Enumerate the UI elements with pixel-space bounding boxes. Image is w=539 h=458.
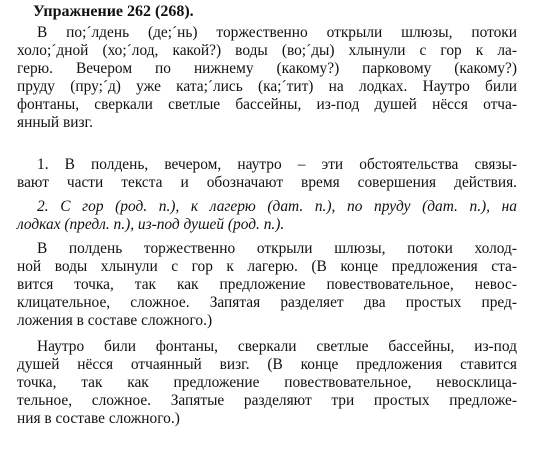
answer-1-line-2: вают части текста и обозначают время совершения действия.	[17, 174, 517, 191]
paragraph-4-line-5: ния в составе сложного.)	[17, 410, 180, 427]
paragraph-3-line-1: В полдень торжественно открыли шлюзы, потоки холод-	[37, 240, 517, 257]
answer-2-line-2: лодках (предл. п.), из-под душей (род. п.).	[17, 216, 285, 233]
exercise-line-1: В по;´лдень (де;´нь) торжественно открыли шлюзы, потоки	[37, 24, 517, 41]
exercise-line-2: холо;´дной (хо;´лод, какой?) воды (во;´ды) хлынули с гор к ла-	[17, 42, 517, 59]
exercise-title: Упражнение 262 (268).	[33, 3, 194, 20]
answer-1-line-1: 1. В полдень, вечером, наутро – эти обстоятельства связы-	[37, 156, 517, 173]
paragraph-3-line-2: ной воды хлынули с гор к лагерю. (В конце предложения ста-	[17, 258, 517, 275]
exercise-line-3: герю. Вечером по нижнему (какому?) парковому (какому?)	[17, 60, 517, 77]
paragraph-3-line-5: ложения в составе сложного.)	[17, 312, 213, 329]
exercise-line-4: пруду (пру;´д) уже ката;´лись (ка;´тит) на лодках. Наутро били	[17, 78, 517, 95]
exercise-line-6: янный визг.	[17, 114, 93, 131]
paragraph-3-line-3: вится точка, так как предложение повествовательное, невос-	[17, 276, 517, 293]
paragraph-3-line-4: клицательное, сложное. Запятая разделяет два простых пред-	[17, 294, 517, 311]
answer-2-line-1: 2. С гор (род. п.), к лагерю (дат. п.), по пруду (дат. п.), на	[37, 198, 517, 215]
paragraph-4-line-3: точка, так как предложение повествовательное, невосклица-	[17, 374, 517, 391]
paragraph-4-line-4: тельное, сложное. Запятые разделяют три простых предложе-	[17, 392, 517, 409]
paragraph-4-line-2: душей нёсся отчаянный визг. (В конце предложения ставится	[17, 356, 517, 373]
paragraph-4-line-1: Наутро били фонтаны, сверкали светлые бассейны, из-под	[37, 338, 517, 355]
exercise-line-5: фонтаны, сверкали светлые бассейны, из-под душей нёсся отча-	[17, 96, 517, 113]
